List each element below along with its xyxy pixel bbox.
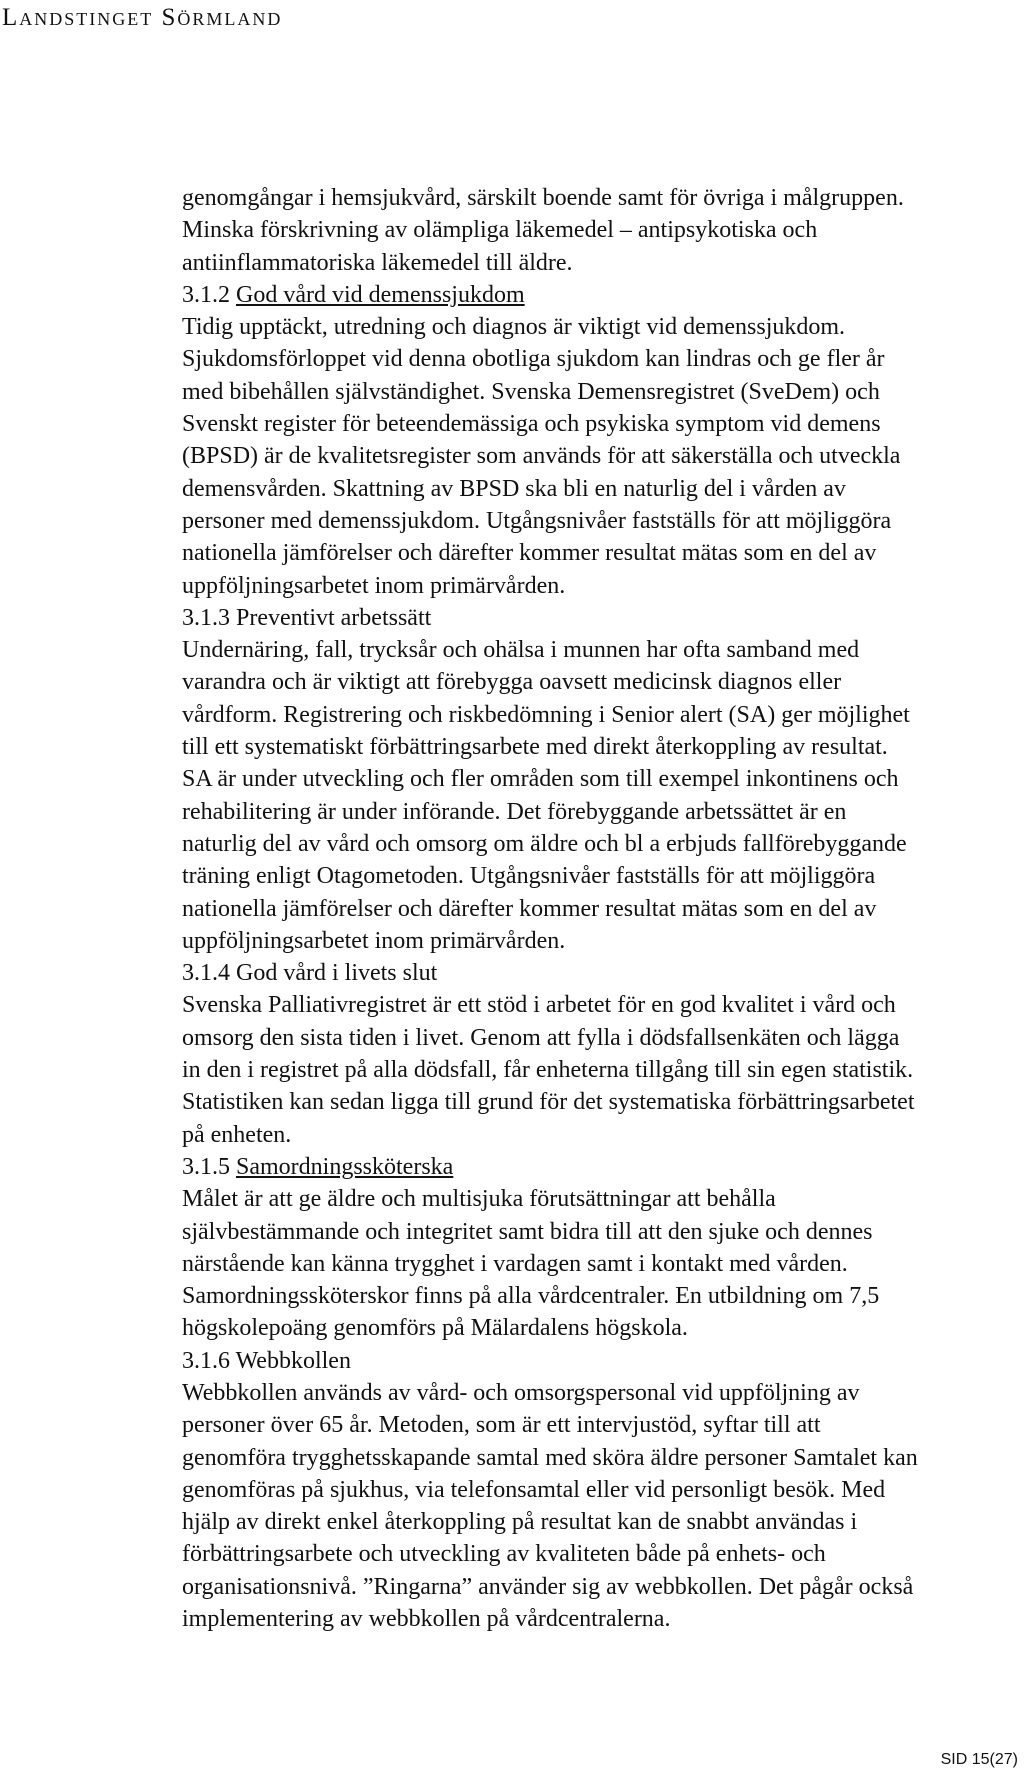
text-line: vårdform. Registrering och riskbedömning i Senior alert (SA) ger möjlighet xyxy=(182,701,910,728)
text-line: demensvården. Skattning av BPSD ska bli en naturlig del i vården av xyxy=(182,475,846,502)
text-line: förbättringsarbete och utveckling av kvaliteten både på enhets- och xyxy=(182,1541,826,1568)
organization-header: Landstinget Sörmland xyxy=(2,4,283,31)
text-line: nationella jämförelser och därefter kommer resultat mätas som en del av xyxy=(182,540,877,567)
text-line: genomföras på sjukhus, via telefonsamtal eller vid personligt besök. Med xyxy=(182,1476,886,1503)
text-line: självbestämmande och integritet samt bidra till att den sjuke och dennes xyxy=(182,1218,873,1245)
text-line: uppföljningsarbetet inom primärvården. xyxy=(182,572,566,599)
text-line: Undernäring, fall, trycksår och ohälsa i munnen har ofta samband med xyxy=(182,637,860,664)
section-heading-underlined: God vård vid demenssjukdom xyxy=(236,281,525,308)
text-line: Målet är att ge äldre och multisjuka förutsättningar att behålla xyxy=(182,1186,776,1213)
text-line: träning enligt Otagometoden. Utgångsnivåer fastställs för att möjliggöra xyxy=(182,863,876,890)
section-heading-underlined: Samordningssköterska xyxy=(236,1153,454,1180)
text-line: Sjukdomsförloppet vid denna obotliga sjukdom kan lindras och ge fler år xyxy=(182,346,885,373)
text-line: varandra och är viktigt att förebygga oavsett medicinsk diagnos eller xyxy=(182,669,842,696)
text-line: högskolepoäng genomförs på Mälardalens högskola. xyxy=(182,1315,688,1342)
text-line xyxy=(182,279,1022,311)
text-line: hjälp av direkt enkel återkoppling på resultat kan de snabbt användas i xyxy=(182,1509,858,1536)
text-line: med bibehållen självständighet. Svenska Demensregistret (SveDem) och xyxy=(182,378,880,405)
text-line: Minska förskrivning av olämpliga läkemedel – antipsykotiska och xyxy=(182,217,818,244)
text-line: personer över 65 år. Metoden, som är ett intervjustöd, syftar till att xyxy=(182,1412,821,1439)
text-line: antiinflammatoriska läkemedel till äldre. xyxy=(182,249,573,276)
text-line: Tidig upptäckt, utredning och diagnos är viktigt vid demenssjukdom. xyxy=(182,314,846,341)
page-number: SID 15(27) xyxy=(940,1751,1018,1768)
text-line: personer med demenssjukdom. Utgångsnivåer fastställs för att möjliggöra xyxy=(182,507,892,534)
text-line: implementering av webbkollen på vårdcentralerna. xyxy=(182,1606,671,1633)
text-line: organisationsnivå. ”Ringarna” använder sig av webbkollen. Det pågår också xyxy=(182,1573,914,1600)
text-line: Samordningssköterskor finns på alla vårdcentraler. En utbildning om 7,5 xyxy=(182,1283,880,1310)
text-line: in den i registret på alla dödsfall, får enheterna tillgång till sin egen statistik. xyxy=(182,1057,914,1084)
text-line: närstående kan känna trygghet i vardagen samt i kontakt med vården. xyxy=(182,1250,848,1277)
text-line: genomgångar i hemsjukvård, särskilt boende samt för övriga i målgruppen. xyxy=(182,185,904,211)
section-number: 3.1.2 xyxy=(182,281,236,308)
text-line: nationella jämförelser och därefter kommer resultat mätas som en del av xyxy=(182,895,877,922)
text-line: SA är under utveckling och fler områden som till exempel inkontinens och xyxy=(182,766,899,793)
text-line xyxy=(182,1151,1022,1183)
text-line: rehabilitering är under införande. Det förebyggande arbetssättet är en xyxy=(182,798,847,825)
section-number: 3.1.5 xyxy=(182,1153,236,1180)
text-line: omsorg den sista tiden i livet. Genom att fylla i dödsfallsenkäten och lägga xyxy=(182,1024,900,1051)
text-line: på enheten. xyxy=(182,1121,292,1148)
text-line: uppföljningsarbetet inom primärvården. xyxy=(182,927,566,954)
text-line: Svenskt register för beteendemässiga och psykiska symptom vid demens xyxy=(182,411,881,438)
text-line: till ett systematiskt förbättringsarbete med direkt återkoppling av resultat. xyxy=(182,734,888,761)
text-line: genomföra trygghetsskapande samtal med sköra äldre personer Samtalet kan xyxy=(182,1444,918,1471)
text-line: Webbkollen används av vård- och omsorgspersonal vid uppföljning av xyxy=(182,1379,860,1406)
text-line: Statistiken kan sedan ligga till grund för det systematiska förbättringsarbetet xyxy=(182,1089,915,1116)
text-line: (BPSD) är de kvalitetsregister som används för att säkerställa och utveckla xyxy=(182,443,901,470)
text-line: Svenska Palliativregistret är ett stöd i arbetet för en god kvalitet i vård och xyxy=(182,992,896,1019)
text-line: 3.1.3 Preventivt arbetssätt xyxy=(182,604,432,631)
document-body xyxy=(182,182,1022,1635)
text-line: naturlig del av vård och omsorg om äldre och bl a erbjuds fallförebyggande xyxy=(182,830,907,857)
text-line: 3.1.4 God vård i livets slut xyxy=(182,960,438,987)
text-line: 3.1.6 Webbkollen xyxy=(182,1347,351,1374)
